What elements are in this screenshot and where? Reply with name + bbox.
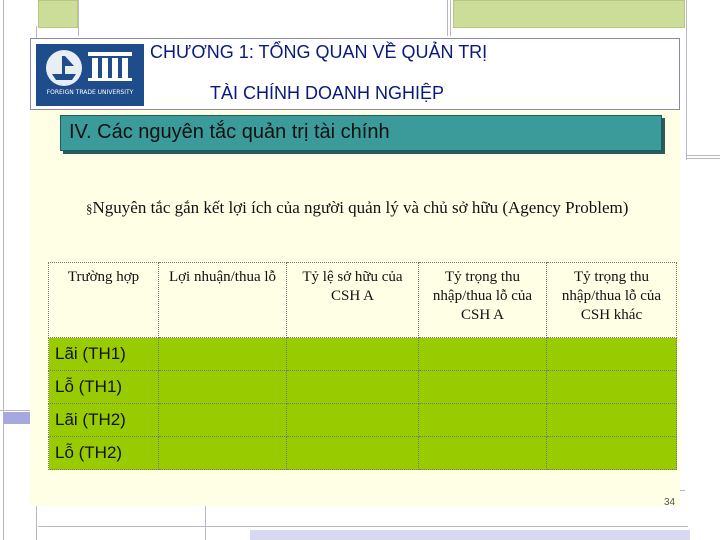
row-label: Lỗ (TH2) bbox=[49, 437, 159, 470]
table-row bbox=[49, 338, 677, 371]
table-header-cell: Tỷ lệ sở hữu của CSH A bbox=[287, 263, 419, 338]
decor-line-h2 bbox=[686, 158, 720, 159]
table-cell bbox=[287, 338, 419, 371]
decor-line-h1 bbox=[686, 155, 720, 156]
section-title: IV. Các nguyên tắc quản trị tài chính bbox=[69, 121, 390, 143]
table-cell bbox=[159, 371, 287, 404]
table-cell bbox=[159, 338, 287, 371]
decor-block-right bbox=[686, 160, 720, 540]
table-header-row bbox=[49, 263, 677, 338]
agency-table bbox=[48, 262, 677, 470]
table-row bbox=[49, 371, 677, 404]
table-header-cell: Lợi nhuận/thua lỗ bbox=[159, 263, 287, 338]
table-header-cell: Tỷ trọng thu nhập/thua lỗ của CSH A bbox=[419, 263, 547, 338]
table-cell bbox=[419, 338, 547, 371]
logo-text: FOREIGN TRADE UNIVERSITY bbox=[46, 89, 134, 96]
row-label: Lãi (TH1) bbox=[49, 338, 159, 371]
decor-line-left bbox=[3, 0, 4, 540]
table-cell bbox=[547, 437, 677, 470]
decor-line-h-bottom2 bbox=[38, 526, 688, 527]
table-cell bbox=[287, 371, 419, 404]
table-cell bbox=[547, 371, 677, 404]
decor-line-v1 bbox=[78, 0, 79, 36]
table-cell bbox=[159, 404, 287, 437]
section-title-bar bbox=[60, 115, 662, 151]
row-label: Lỗ (TH1) bbox=[49, 371, 159, 404]
bullet-text: Nguyên tắc gắn kết lợi ích của người quản lý và chủ sở hữu (Agency Problem) bbox=[92, 198, 629, 217]
table-cell bbox=[287, 437, 419, 470]
table-header-cell: Tỷ trọng thu nhập/thua lỗ của CSH khác bbox=[547, 263, 677, 338]
table-cell bbox=[547, 404, 677, 437]
page-title-line1: CHƯƠNG 1: TỔNG QUAN VỀ QUẢN TRỊ bbox=[150, 42, 488, 62]
decor-block-bottom bbox=[250, 530, 690, 540]
bullet-icon: § bbox=[86, 201, 93, 216]
page-title-line2: TÀI CHÍNH DOANH NGHIỆP bbox=[210, 83, 445, 103]
table-cell bbox=[419, 404, 547, 437]
bullet-paragraph bbox=[86, 196, 666, 220]
table-header-cell: Trường hợp bbox=[49, 263, 159, 338]
table-cell bbox=[159, 437, 287, 470]
table-cell bbox=[419, 437, 547, 470]
decor-line-v2 bbox=[447, 0, 448, 36]
table-cell bbox=[547, 338, 677, 371]
decor-block-top-left bbox=[38, 0, 78, 28]
row-label: Lãi (TH2) bbox=[49, 404, 159, 437]
page-number: 34 bbox=[664, 497, 676, 508]
table-cell bbox=[287, 404, 419, 437]
university-logo bbox=[36, 44, 144, 106]
decor-block-top-right bbox=[453, 0, 685, 28]
table-row bbox=[49, 404, 677, 437]
table-row bbox=[49, 437, 677, 470]
decor-line-v3 bbox=[450, 0, 451, 36]
university-logo-icon bbox=[36, 44, 144, 106]
table-cell bbox=[419, 371, 547, 404]
